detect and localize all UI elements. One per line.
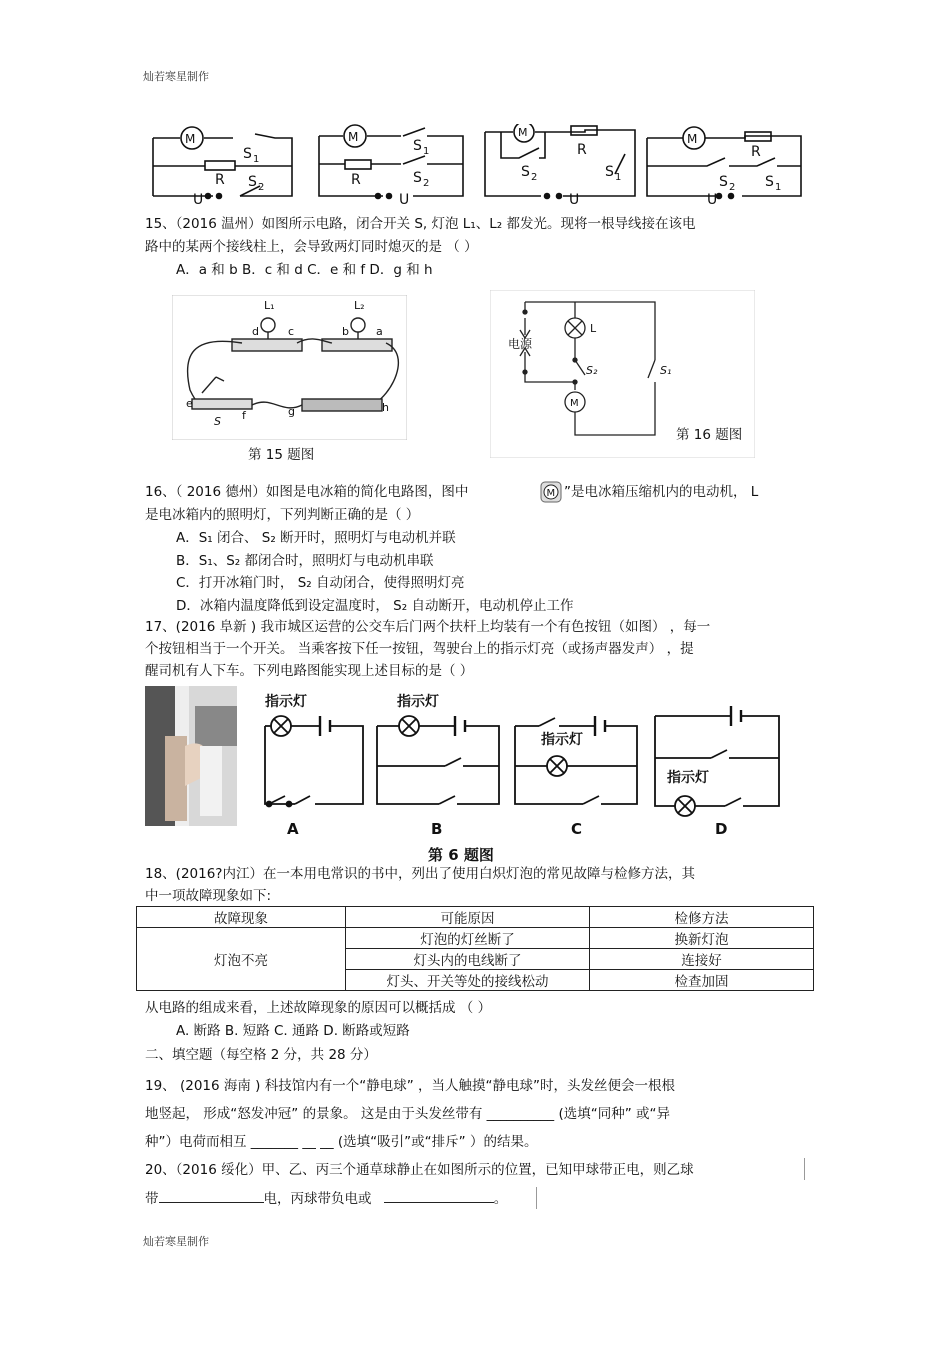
svg-text:a: a xyxy=(376,325,383,338)
q20-line1: 20、（2016 绥化）甲、乙、丙三个通草球静止在如图所示的位置，已知甲球带正电，则乙球 xyxy=(145,1162,694,1178)
svg-text:L₂: L₂ xyxy=(354,299,365,312)
svg-text:M: M xyxy=(518,126,528,139)
table-cell: 灯头内的电线断了 xyxy=(346,949,590,970)
svg-text:R: R xyxy=(351,172,361,188)
q20-text-a: 带 xyxy=(145,1191,159,1207)
fault-table xyxy=(136,906,814,991)
q18-line2: 中一项故障现象如下: xyxy=(145,888,272,904)
table-cell: 灯头、开关等处的接线松动 xyxy=(346,970,590,991)
table-cell: 换新灯泡 xyxy=(590,928,814,949)
svg-text:2: 2 xyxy=(729,182,736,193)
q16-line1b: ”是电冰箱压缩机内的电动机， L xyxy=(564,484,759,500)
motor-icon xyxy=(540,481,562,503)
q15-options: A．a 和 b B．c 和 d C．e 和 f D．g 和 h xyxy=(176,262,433,278)
svg-text:指示灯: 指示灯 xyxy=(397,694,439,710)
q19-line3: 种”）电荷而相互 _______ __ __ (选填“吸引”或“排斥” ）的结果。 xyxy=(145,1134,538,1150)
svg-text:S: S xyxy=(521,164,530,180)
page-footer: 灿若寒星制作 xyxy=(143,1235,209,1248)
q16-caption: 第 16 题图 xyxy=(676,427,743,443)
q16-option-b: B．S₁、S₂ 都闭合时，照明灯与电动机串联 xyxy=(176,553,434,569)
svg-text:电源: 电源 xyxy=(508,337,533,351)
q17-line1: 17、(2016 阜新 ) 我市城区运营的公交车后门两个扶杆上均装有一个有色按钮（如图） ，每一 xyxy=(145,619,711,635)
q20-blank-1[interactable] xyxy=(159,1202,264,1203)
table-header: 故障现象 xyxy=(137,907,346,928)
circuit-4 xyxy=(647,127,801,204)
svg-text:U: U xyxy=(193,192,204,204)
circuit-2 xyxy=(319,125,463,204)
svg-text:d: d xyxy=(252,325,259,338)
q18-after: 从电路的组成来看，上述故障现象的原因可以概括成 （ ） xyxy=(145,1000,492,1016)
svg-text:B: B xyxy=(431,820,443,838)
q17-caption: 第 6 题图 xyxy=(428,846,494,864)
q19-line2: 地竖起， 形成“怒发冲冠” 的景象。 这是由于头发丝带有 __________ (选填“同种” 或“异 xyxy=(145,1106,670,1122)
svg-text:L₁: L₁ xyxy=(264,299,275,312)
table-row xyxy=(137,928,814,949)
svg-text:M: M xyxy=(546,488,556,499)
svg-text:f: f xyxy=(242,409,246,422)
svg-text:S₁: S₁ xyxy=(660,364,672,377)
q17-circuits xyxy=(245,686,805,861)
svg-text:S: S xyxy=(413,138,422,154)
svg-text:1: 1 xyxy=(615,172,622,183)
q17-line2: 个按钮相当于一个开关。 当乘客按下任一按钮，驾驶台上的指示灯亮（或扬声器发声） ，提 xyxy=(145,641,694,657)
q16-option-a: A．S₁ 闭合、 S₂ 断开时，照明灯与电动机并联 xyxy=(176,530,456,546)
table-cell-phenomenon: 灯泡不亮 xyxy=(137,928,346,991)
svg-text:S: S xyxy=(719,174,728,190)
svg-text:M: M xyxy=(185,132,196,146)
q17-line3: 醒司机有人下车。下列电路图能实现上述目标的是（ ） xyxy=(145,663,474,679)
q20-text-b: 电，丙球带负电或 xyxy=(263,1191,372,1207)
svg-text:S₂: S₂ xyxy=(586,364,598,377)
svg-text:b: b xyxy=(342,325,349,338)
svg-text:M: M xyxy=(348,130,359,144)
svg-text:c: c xyxy=(288,325,295,338)
svg-text:g: g xyxy=(288,405,295,418)
table-cell: 检查加固 xyxy=(590,970,814,991)
table-cell: 连接好 xyxy=(590,949,814,970)
q18-options: A. 断路 B. 短路 C. 通路 D. 断路或短路 xyxy=(176,1023,410,1039)
circuit-1 xyxy=(153,127,292,204)
svg-text:S: S xyxy=(765,174,774,190)
q16-option-c: C．打开冰箱门时， S₂ 自动闭合，使得照明灯亮 xyxy=(176,575,465,591)
svg-text:2: 2 xyxy=(531,172,538,183)
svg-text:R: R xyxy=(751,144,761,160)
svg-text:e: e xyxy=(186,397,193,410)
svg-text:h: h xyxy=(382,401,389,414)
table-header: 检修方法 xyxy=(590,907,814,928)
page-header: 灿若寒星制作 xyxy=(143,70,209,83)
q16-line2: 是电冰箱内的照明灯，下列判断正确的是（ ） xyxy=(145,507,420,523)
q20-text-c: 。 xyxy=(493,1191,508,1207)
svg-text:S: S xyxy=(248,174,257,190)
svg-text:S: S xyxy=(413,170,422,186)
table-header-row xyxy=(137,907,814,928)
table-cell: 灯泡的灯丝断了 xyxy=(346,928,590,949)
q15-line2: 路中的某两个接线柱上，会导致两灯同时熄灭的是 （ ） xyxy=(145,239,478,255)
circuit-3 xyxy=(485,124,635,204)
svg-text:U: U xyxy=(707,192,718,204)
q20-vbar2 xyxy=(536,1187,537,1209)
svg-text:1: 1 xyxy=(423,146,430,157)
svg-text:R: R xyxy=(215,172,225,188)
circuit-d xyxy=(655,706,779,838)
q20-vbar xyxy=(804,1158,805,1180)
svg-text:S: S xyxy=(243,146,252,162)
svg-text:M: M xyxy=(570,398,579,409)
circuit-b xyxy=(377,693,499,838)
svg-text:1: 1 xyxy=(253,154,260,165)
svg-text:1: 1 xyxy=(775,182,782,193)
svg-text:M: M xyxy=(687,132,698,146)
svg-text:S: S xyxy=(214,415,221,428)
q15-caption: 第 15 题图 xyxy=(248,447,315,463)
svg-text:指示灯: 指示灯 xyxy=(541,732,583,748)
svg-text:U: U xyxy=(569,192,580,204)
svg-text:2: 2 xyxy=(423,178,430,189)
q19-line1: 19、 (2016 海南 ) 科技馆内有一个“静电球” ，当人触摸“静电球”时，头发丝便会一根根 xyxy=(145,1078,675,1094)
svg-text:R: R xyxy=(577,142,587,158)
q15-figure xyxy=(172,295,407,440)
svg-text:指示灯: 指示灯 xyxy=(265,694,307,710)
svg-text:L: L xyxy=(590,322,597,335)
svg-text:A: A xyxy=(287,820,299,838)
section-title: 二、填空题（每空格 2 分，共 28 分） xyxy=(145,1047,377,1063)
table-header: 可能原因 xyxy=(346,907,590,928)
q15-line1: 15、（2016 温州）如图所示电路，闭合开关 S, 灯泡 L₁、L₂ 都发光。现将一根导线接在该电 xyxy=(145,216,696,232)
svg-text:2: 2 xyxy=(258,182,265,193)
svg-text:S: S xyxy=(605,164,614,180)
top-circuit-diagrams xyxy=(145,124,825,204)
q20-blank-2[interactable] xyxy=(384,1202,494,1203)
q20-line2 xyxy=(145,1190,507,1208)
svg-text:U: U xyxy=(399,192,410,204)
q16-option-d: D．冰箱内温度降低到设定温度时， S₂ 自动断开，电动机停止工作 xyxy=(176,598,574,614)
circuit-c xyxy=(515,716,637,838)
circuit-a xyxy=(265,693,363,838)
bus-button-photo xyxy=(145,686,237,826)
q18-line1: 18、(2016?内江）在一本用电常识的书中，列出了使用白炽灯泡的常见故障与检修方法，其 xyxy=(145,866,695,882)
q16-line1a: 16、（ 2016 德州）如图是电冰箱的简化电路图，图中 xyxy=(145,484,469,500)
svg-text:指示灯: 指示灯 xyxy=(667,770,709,786)
svg-text:C: C xyxy=(571,820,583,838)
svg-text:D: D xyxy=(715,820,728,838)
